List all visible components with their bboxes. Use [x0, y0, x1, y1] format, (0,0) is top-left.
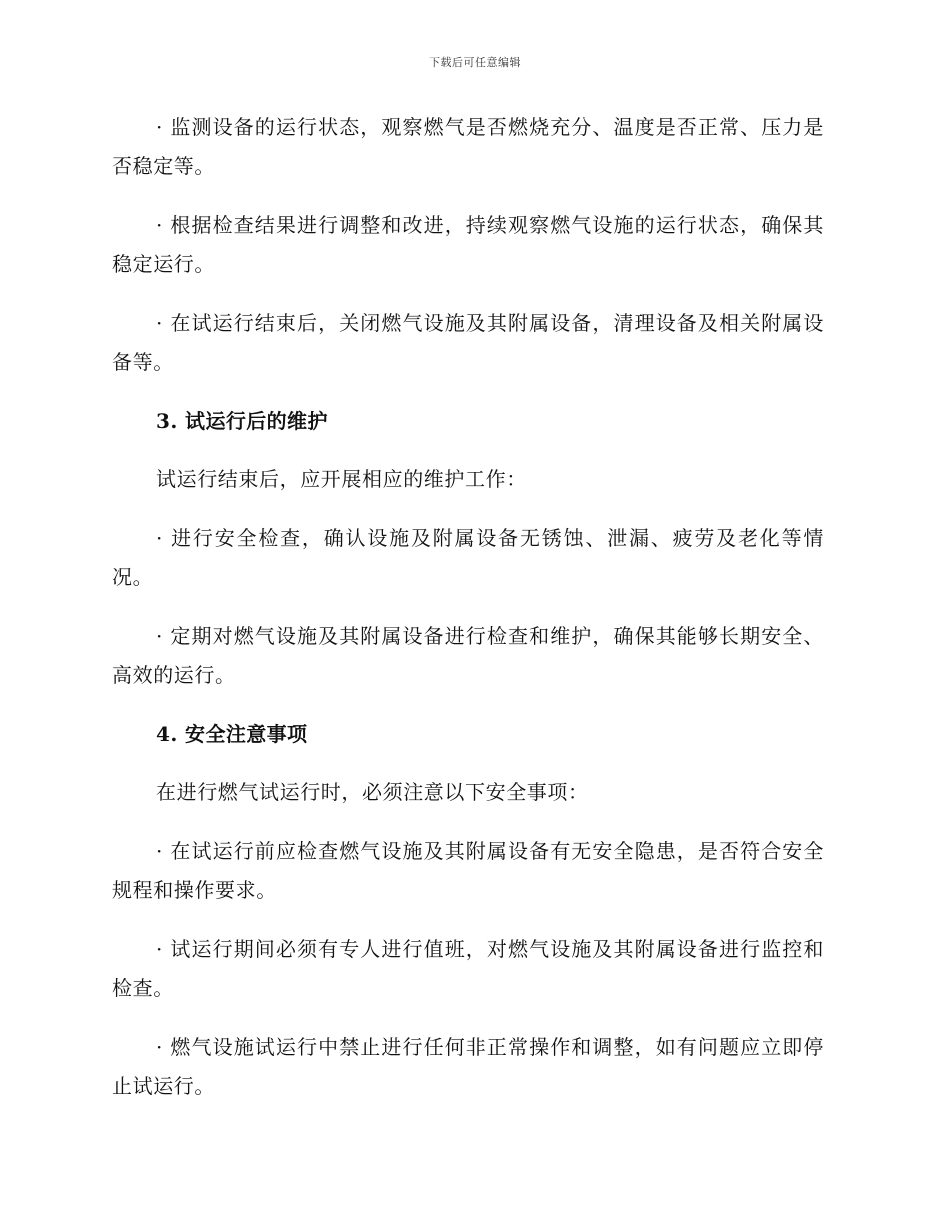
bullet-no-abnormal-operation: · 燃气设施试运行中禁止进行任何非正常操作和调整，如有问题应立即停止试运行。: [112, 1035, 824, 1098]
bullet-adjust-improve: · 根据检查结果进行调整和改进，持续观察燃气设施的运行状态，确保其稳定运行。: [112, 213, 824, 276]
safety-intro: 在进行燃气试运行时，必须注意以下安全事项：: [156, 780, 589, 804]
section-heading-maintenance: 3. 试运行后的维护: [156, 409, 328, 433]
page-header: 下载后可任意编辑: [429, 56, 521, 69]
document-body: [112, 108, 824, 1126]
bullet-pre-run-inspection: · 在试运行前应检查燃气设施及其附属设备有无安全隐患，是否符合安全规程和操作要求。: [112, 839, 824, 902]
bullet-monitor-equipment: · 监测设备的运行状态，观察燃气是否燃烧充分、温度是否正常、压力是否稳定等。: [112, 115, 824, 178]
maintenance-intro: 试运行结束后，应开展相应的维护工作：: [156, 467, 527, 491]
bullet-shutdown-cleanup: · 在试运行结束后，关闭燃气设施及其附属设备，清理设备及相关附属设备等。: [112, 311, 824, 374]
bullet-periodic-maintenance: · 定期对燃气设施及其附属设备进行检查和维护，确保其能够长期安全、高效的运行。: [112, 624, 824, 687]
section-heading-safety: 4. 安全注意事项: [156, 722, 308, 746]
bullet-safety-check: · 进行安全检查，确认设施及附属设备无锈蚀、泄漏、疲劳及老化等情况。: [112, 526, 824, 589]
bullet-on-duty-staff: · 试运行期间必须有专人进行值班，对燃气设施及其附属设备进行监控和检查。: [112, 937, 824, 1000]
